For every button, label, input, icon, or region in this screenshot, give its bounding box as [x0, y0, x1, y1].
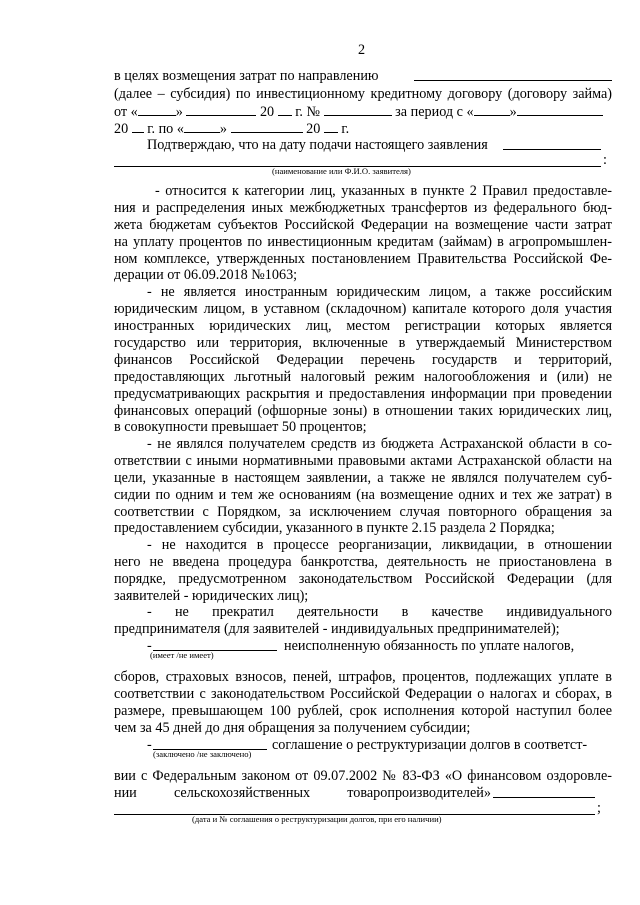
agreement-status-caption: (заключено /не заключено) [153, 749, 252, 759]
item7-line-3 [114, 785, 612, 802]
item2-line-5: финансов Российской Федерации перечень государств и территорий, [114, 352, 612, 368]
item6-line-3: соответствии с законодательством Российской Федерации о налогах и сборах, в [114, 686, 612, 702]
item2-line-2: юридическим лицом, в уставном (складочном) капитале которого доля участия [114, 301, 612, 317]
item2-line-9: в совокупности превышает 50 процентов; [114, 419, 367, 435]
intro-line-1 [114, 68, 379, 85]
has-debt-caption: (имеет /не имеет) [150, 650, 214, 660]
item4-line-4: заявителей - юридических лиц); [114, 588, 309, 604]
item5-line-2: предпринимателя (для заявителей - индивидуальных предпринимателей); [114, 621, 560, 637]
text-number: г. № [295, 104, 321, 120]
year-prefix-3: 20 [306, 121, 321, 137]
item1-line-5: ном комплексе, утвержденных постановлением Правительства Российской Фе- [114, 251, 612, 267]
item1-line-4: на уплату процентов по инвестиционным кредитам (займам) в агропромышлен- [114, 234, 612, 250]
confirm-text: Подтверждаю, что на дату подачи настоящего заявления [147, 137, 488, 153]
item5-line-1: - не прекратил деятельности в качестве индивидуального [147, 604, 612, 620]
year-prefix-1: 20 [259, 104, 275, 120]
item1-line-3: жета бюджетам субъектов Российской Федерации на возмещение части затрат [114, 217, 612, 233]
year-prefix-2: 20 [114, 121, 129, 137]
applicant-field-a[interactable] [503, 149, 601, 150]
item1-line-6: дерации от 06.09.2018 №1063; [114, 267, 298, 283]
item3-line-4: сидии по одним и тем же основаниям (на возмещение одних и тех же затрат) в [114, 487, 612, 503]
item2-line-3: иностранных юридических лиц, местом регистрации которых является [114, 318, 612, 334]
month-field-2[interactable] [517, 103, 603, 116]
day-field-1[interactable] [138, 103, 176, 116]
item6-text: неисполненную обязанность по уплате налогов, [284, 638, 575, 654]
text-period-from: за период с « [395, 104, 474, 120]
month-field-3[interactable] [231, 120, 303, 133]
day-field-3[interactable] [184, 120, 220, 133]
item3-line-1: - не являлся получателем средств из бюджета Астраханской области в со- [147, 436, 612, 452]
item3-line-2: ответствии с иными нормативными правовыми актами Астраханской области на [114, 453, 612, 469]
item7-line-3-text: нии сельскохозяйственных товаропроизводителей» [114, 785, 491, 801]
item6-dash: - [147, 638, 152, 654]
item3-line-3: цели, указанные в настоящем заявлении, а также не являлся получателем суб- [114, 470, 612, 486]
end-semicolon: ; [597, 800, 601, 816]
item2-line-7: предусматривающих раскрытия и предоставления информации при проведении [114, 386, 612, 402]
quote-close: » [509, 104, 517, 120]
text-from: от « [114, 104, 138, 120]
item2-line-1: - не является иностранным юридическим лицом, а также российским [147, 284, 612, 300]
year-field-1[interactable] [278, 103, 292, 116]
item3-line-6: предоставлением субсидии, указанного в пункте 2.15 раздела 2 Порядка; [114, 520, 555, 536]
agreement-details-caption: (дата и № соглашения о реструктуризации долгов, при его наличии) [192, 814, 442, 824]
intro-line-3 [114, 103, 603, 121]
quote-close: » [219, 121, 228, 137]
year-field-3[interactable] [324, 120, 338, 133]
intro-line-1-text: в целях возмещения затрат по направлению [114, 68, 379, 84]
quote-close: » [175, 104, 183, 120]
item6-line-5: чем за 45 дней до дня обращения за получением субсидии; [114, 720, 471, 736]
month-field-1[interactable] [186, 103, 256, 116]
agreement-details-field-a[interactable] [493, 797, 595, 798]
confirm-line [147, 137, 488, 154]
item4-line-3: порядке, предусмотренном законодательством Российской Федерации (для [114, 571, 612, 587]
item2-line-6: предоставляющих льготный налоговый режим налогообложения и (или) не [114, 369, 612, 385]
item4-line-1: - не находится в процессе реорганизации, ликвидации, в отношении [147, 537, 612, 553]
text-year-end: г. [341, 121, 350, 137]
contract-number-field[interactable] [324, 103, 392, 116]
item3-line-5: соответствии с Порядком, за исключением случая повторного обращения за [114, 504, 612, 520]
text-to: г. по « [147, 121, 184, 137]
item6-line-2: сборов, страховых взносов, пеней, штрафов, процентов, подлежащих уплате в [114, 669, 612, 685]
item2-line-8: финансовых операций (офшорные зоны) в отношении таких юридических лиц, [114, 403, 612, 419]
item6-line-4: размере, превышающем 100 рублей, срок исполнения которой наступил более [114, 703, 612, 719]
item4-line-2: него не введена процедура банкротства, деятельность не приостановлена в [114, 554, 612, 570]
intro-line-4 [114, 120, 349, 138]
item7-line-2: вии с Федеральным законом от 09.07.2002 № 83-ФЗ «О финансовом оздоровле- [114, 768, 612, 784]
item1-line-1: - относится к категории лиц, указанных в пункте 2 Правил предоставле- [155, 183, 612, 199]
item7-dash: - [147, 737, 152, 753]
item2-line-4: государство или территория, включенные в утверждаемый Министерством [114, 335, 612, 351]
year-field-2[interactable] [132, 120, 144, 133]
direction-field[interactable] [414, 80, 612, 81]
intro-line-2: (далее – субсидия) по инвестиционному кредитному договору (договору займа) [114, 86, 612, 102]
applicant-colon: : [603, 152, 607, 168]
item1-line-2: ния и распределения иных межбюджетных трансфертов из федерального бюд- [114, 200, 612, 216]
page-number: 2 [358, 42, 366, 58]
applicant-caption: (наименование или Ф.И.О. заявителя) [272, 166, 411, 176]
item7-text: соглашение о реструктуризации долгов в соответст- [272, 737, 588, 753]
day-field-2[interactable] [474, 103, 510, 116]
